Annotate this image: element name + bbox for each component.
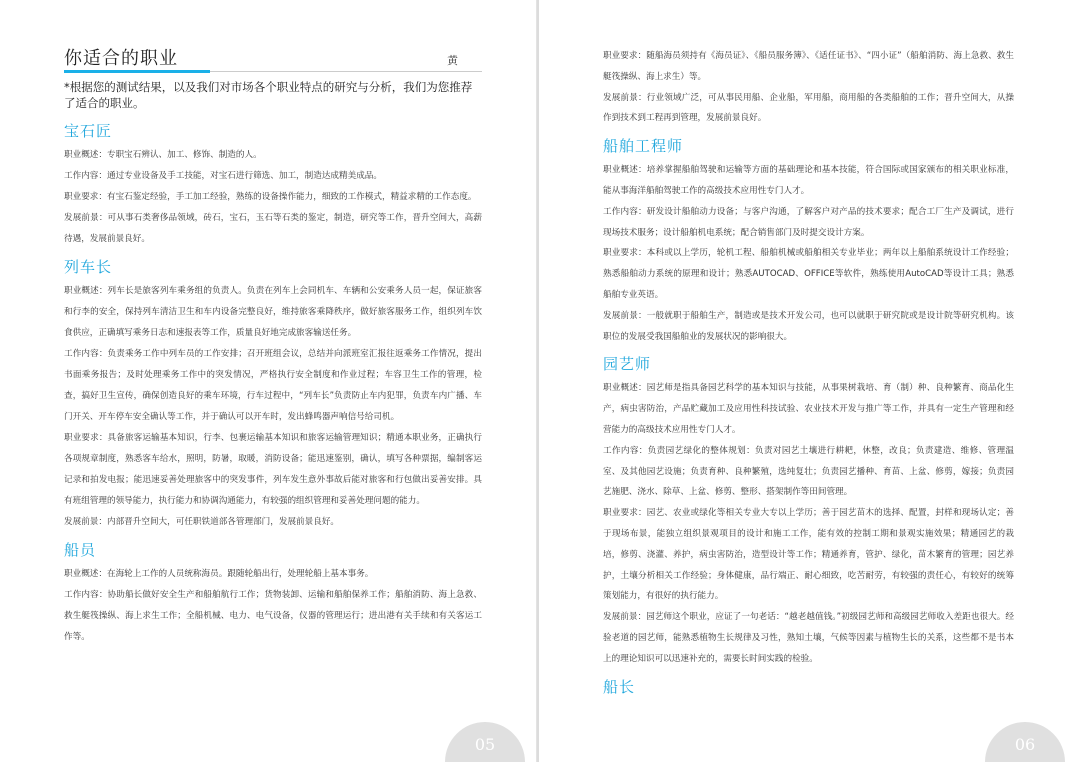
section-paragraph: 工作内容：负责园艺绿化的整体规划：负责对园艺土壤进行耕耙，休整，改良；负责建造、维修、管理温室、及其他园艺设施；负责育种、良种繁殖，选纯复壮；负责园艺播种、育苗、上盆、修剪，嫁接；负责园艺施肥、浇水、除草、上盆、修剪、整形、搭架制作等田间管理。 — [603, 445, 1014, 498]
section-paragraph: 职业要求：园艺、农业或绿化等相关专业大专以上学历；善于园艺苗木的选择、配置，封样和现场认定；善于现场布景，能独立组织景观项目的设计和施工工作，能有效的控制工期和景观实施效果；精通园艺的栽培，修剪、浇灌、养护，病虫害防治，造型设计等工作；精通养育，管护、绿化，苗木繁育的管理；园艺养护，土壤分析相关工作经验；身体健康，品行端正、耐心细致，吃苦耐劳，有较强的责任心，有较好的统筹策划能力，有很好的执行能力。 — [603, 508, 1014, 602]
section-paragraph: 发展前景：行业领域广泛，可从事民用船、企业船，军用船，商用船的各类船舶的工作；晋升空间大，从操作到技术到工程再到管理，发展前景良好。 — [603, 92, 1014, 124]
section-paragraph: 工作内容：研发设计船舶动力设备；与客户沟通，了解客户对产品的技术要求；配合工厂生产及调试，进行现场技术服务；设计船舶机电系统；配合销售部门及时提交设计方案。 — [603, 206, 1014, 238]
section-paragraph: 职业概述：园艺师是指具备园艺科学的基本知识与技能，从事果树栽培、育（制）种、良种繁育、商品化生产，病虫害防治，产品贮藏加工及应用性科技试验、农业技术开发与推广等工作，并具有一定生产管理和经营能力的高级技术应用性专门人才。 — [603, 383, 1014, 435]
section-paragraph: 职业要求：本科或以上学历，轮机工程、船舶机械或船舶相关专业毕业；两年以上船舶系统设计工作经验；熟悉船舶动力系统的原理和设计；熟悉AUTOCAD、OFFICE等软件，熟练使用AutoCAD等设计工具；熟悉船舶专业英语。 — [603, 248, 1014, 300]
page-title: 你适合的职业 — [64, 48, 178, 69]
section-paragraph: 职业概述：列车长是旅客列车乘务组的负责人。负责在列车上会同机车、车辆和公安乘务人员一起，保证旅客和行李的安全，保持列车清洁卫生和车内设备完整良好，维持旅客乘降秩序，做好旅客服务工作，组织列车饮食供应，正确填写乘务日志和速报表等工作，质量良好地完成旅客输送任务。 — [64, 286, 482, 338]
section-paragraph: 发展前景：内部晋升空间大，可任职铁道部各管理部门，发展前景良好。 — [64, 517, 340, 527]
section-paragraph: 职业概述：在海轮上工作的人员统称海员。跟随轮船出行，处理轮船上基本事务。 — [64, 569, 374, 579]
header-divider-accent — [64, 70, 210, 73]
section-paragraph: 职业概述：专职宝石辨认、加工、修饰、制造的人。 — [64, 150, 262, 160]
right-page — [539, 0, 1080, 762]
section-title: 宝石匠 — [64, 122, 113, 140]
section-title: 园艺师 — [603, 355, 652, 374]
section-paragraph: 发展前景：可从事石类奢侈品领域，砖石，宝石，玉石等石类的鉴定，制造，研究等工作，晋升空间大，高薪待遇，发展前景良好。 — [64, 213, 482, 244]
section-paragraph: 工作内容：负责乘务工作中列车员的工作安排；召开班组会议，总结并向派班室汇报往返乘务工作情况，提出书面乘务报告；及时处理乘务工作中的突发情况，严格执行安全制度和作业过程；车容卫生工作的管理，检查，搞好卫生宣传，确保创造良好的乘车环境，行车过程中，“列车长”负责防止车内犯罪，负责车内广播、车门开关、开车停车安全确认等工作，并于确认可以开车时，发出蜂鸣器声响信号给司机。 — [64, 349, 482, 422]
section-paragraph: 工作内容：通过专业设备及手工技能，对宝石进行筛选、加工，制造达成精美成品。 — [64, 171, 382, 181]
header-divider-line — [210, 71, 482, 72]
personality-tag: 黄 — [447, 54, 458, 67]
page-number-badge: 05 — [445, 722, 525, 762]
section-paragraph: 职业要求：随船海员须持有《海员证》、《船员服务簿》、《适任证书》、“四小证”（船舶消防、海上急救、救生艇筏操纵、海上求生）等。 — [603, 51, 1014, 82]
section-paragraph: 工作内容：协助船长做好安全生产和船舶航行工作；货物装卸、运输和船舶保养工作；船舶消防、海上急救、救生艇筏操纵、海上求生工作；全船机械、电力、电气设备，仪器的管理运行；进出港有关手续和有关客运工作等。 — [64, 590, 482, 642]
section-paragraph: 职业要求：有宝石鉴定经验，手工加工经验，熟练的设备操作能力，细致的工作模式，精益求精的工作态度。 — [64, 192, 477, 202]
section-title: 船舶工程师 — [603, 137, 684, 156]
page-number-badge: 06 — [985, 722, 1065, 762]
header-divider — [64, 70, 482, 73]
page-header — [64, 44, 482, 72]
section-paragraph: 职业概述：培养掌握船舶驾驶和运输等方面的基础理论和基本技能，符合国际或国家颁布的相关职业标准，能从事海洋船舶驾驶工作的高级技术应用性专门人才。 — [603, 165, 1014, 196]
left-page — [0, 0, 537, 762]
section-paragraph: 职业要求：具备旅客运输基本知识，行李、包裹运输基本知识和旅客运输管理知识；精通本职业务，正确执行各项规章制度，熟悉客车给水，照明，防暑，取暖，消防设备；能迅速鉴别，确认，填写各种票据，编制客运记录和拍发电报；能迅速妥善处理旅客中的突发事件，列车发生意外事故后能对旅客和行包做出妥善安排。具有班组管理的领导能力，执行能力和协调沟通能力，有较强的组织管理和妥善处理问题的能力。 — [64, 433, 482, 506]
intro-text: *根据您的测试结果，以及我们对市场各个职业特点的研究与分析，我们为您推荐了适合的职业。 — [64, 80, 473, 110]
section-title: 船长 — [603, 677, 636, 696]
section-title: 列车长 — [64, 258, 113, 276]
section-paragraph: 发展前景：一般就职于船舶生产，制造或是技术开发公司，也可以就职于研究院或是设计院等研究机构。该职位的发展受我国船舶业的发展状况的影响很大。 — [603, 310, 1014, 342]
section-title: 船员 — [64, 541, 97, 559]
section-paragraph: 发展前景：园艺师这个职业，应证了一句老话：“越老越值钱。”初级园艺师和高级园艺师收入差距也很大。经验老道的园艺师，能熟悉植物生长规律及习性，熟知土壤，气候等因素与植物生长的关系，这些都不是书本上的理论知识可以迅速补充的，需要长时间实践的检验。 — [603, 612, 1014, 664]
